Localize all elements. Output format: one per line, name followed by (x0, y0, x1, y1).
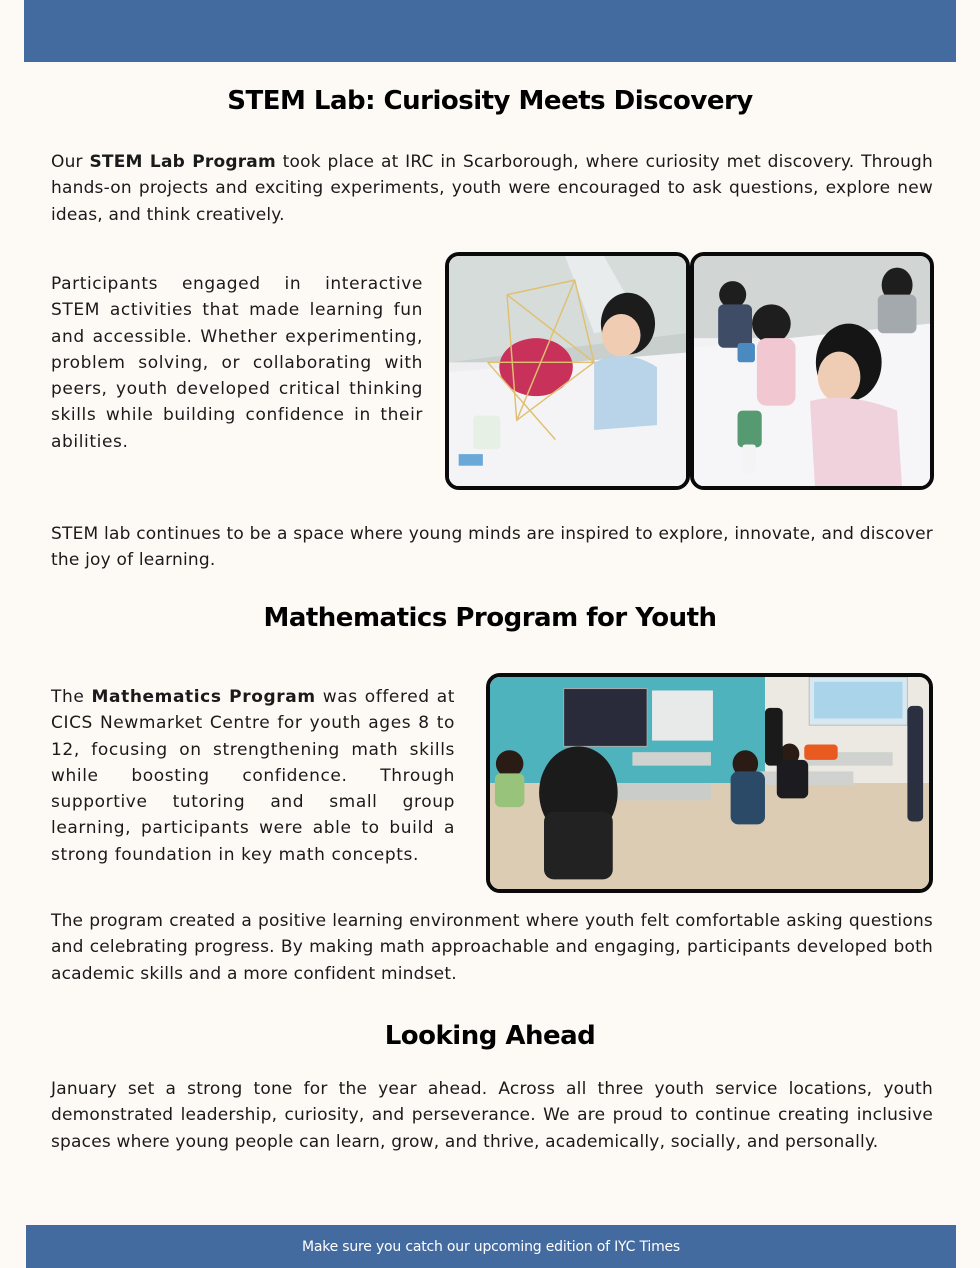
footer-text: Make sure you catch our upcoming edition of IYC Times (301, 1238, 681, 1255)
stem-lab-closing: STEM lab continues to be a space where young minds are inspired to explore, innovate, and discover the joy of learning. (51, 524, 933, 571)
math-program-intro-text: The (51, 687, 92, 707)
looking-ahead-heading: Looking Ahead (384, 1021, 596, 1051)
math-program-photo (486, 673, 933, 893)
stem-lab-intro-text: took place at IRC in Scarborough, where curiosity met discovery. Through hands-on projects and exciting experiments, youth were encouraged to ask questions, explore new ideas, and think creatively. (51, 152, 933, 225)
footer-banner (26, 1225, 956, 1268)
math-program-name: Mathematics Program (91, 687, 316, 707)
stem-lab-photo-2 (690, 252, 934, 490)
stem-lab-heading: STEM Lab: Curiosity Meets Discovery (227, 86, 753, 116)
math-program-intro-text: was offered at CICS Newmarket Centre for youth ages 8 to 12, focusing on strengthening math skills while boosting confidence. Through supportive tutoring and small group learning, participants were able to build a strong foundation in key math concepts. (51, 687, 456, 865)
stem-lab-photo-1 (445, 252, 690, 490)
stem-lab-intro-text: Our (51, 152, 90, 172)
looking-ahead-body: January set a strong tone for the year ahead. Across all three youth service locations, youth demonstrated leadership, curiosity, and perseverance. We are proud to continue creating inclusive spaces where young people can learn, grow, and thrive, academically, socially, and personally. (51, 1079, 933, 1152)
math-program-heading: Mathematics Program for Youth (263, 603, 717, 633)
stem-lab-program-name: STEM Lab Program (89, 152, 276, 172)
header-banner (24, 0, 956, 62)
math-program-intro (51, 684, 455, 868)
stem-lab-activities-paragraph: Participants engaged in interactive STEM activities that made learning fun and accessible. Whether experimenting, problem solving, or collaborating with peers, youth developed critical thinking skills while building confidence in their abilities. (51, 274, 423, 452)
stem-lab-intro (51, 149, 933, 228)
math-program-closing: The program created a positive learning environment where youth felt comfortable asking questions and celebrating progress. By making math approachable and engaging, participants developed both academic skills and a more confident mindset. (51, 911, 933, 984)
